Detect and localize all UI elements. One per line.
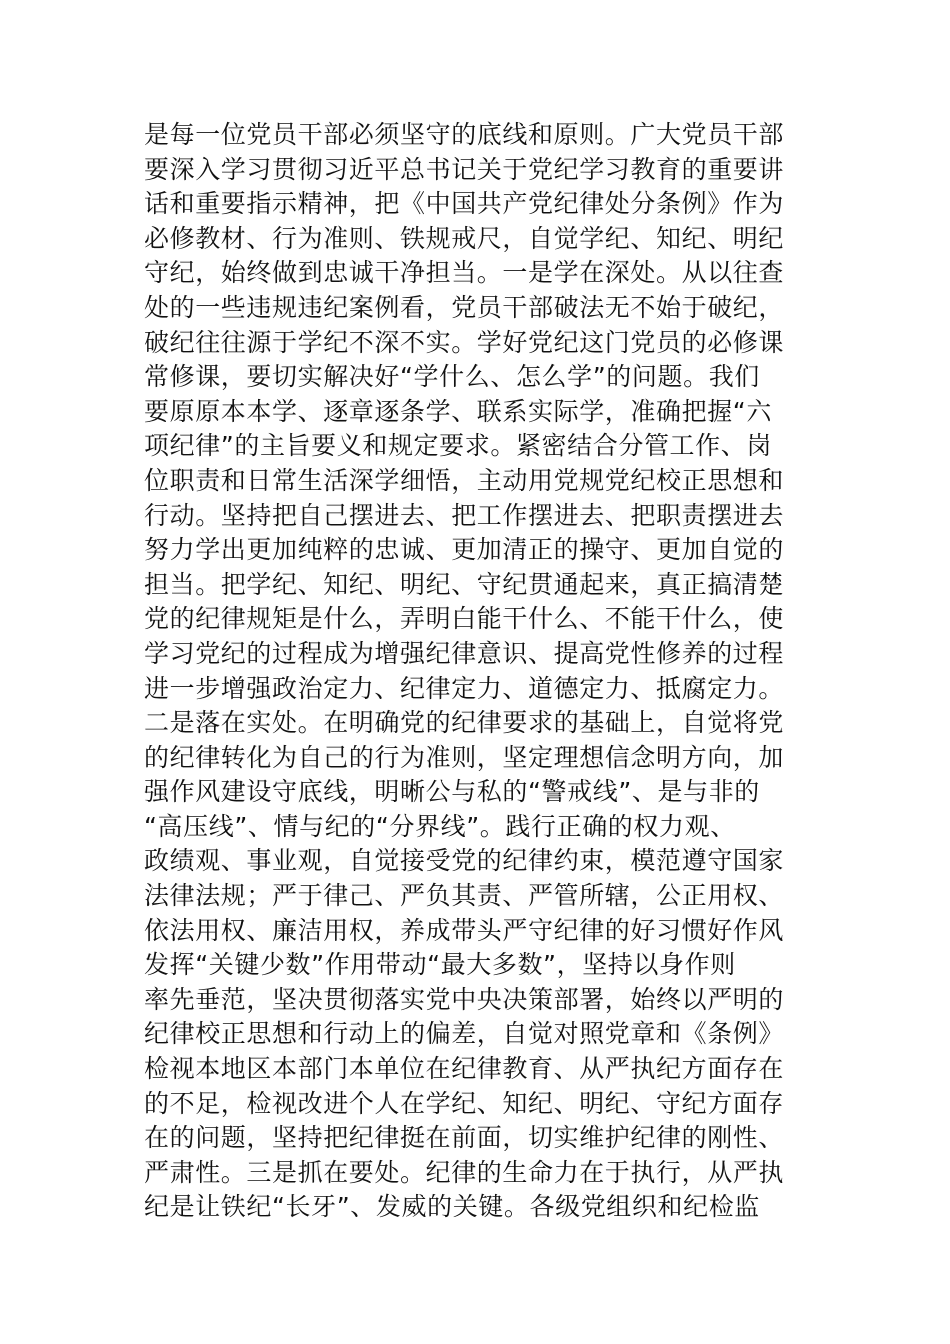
text-line: 要原原本本学、逐章逐条学、联系实际学，准确把握“六 <box>144 396 772 426</box>
text-line: 项纪律”的主旨要义和规定要求。紧密结合分管工作、岗 <box>144 431 772 461</box>
text-line: 法律法规；严于律己、严负其责、严管所辖，公正用权、 <box>144 881 785 911</box>
text-line: 党的纪律规矩是什么，弄明白能干什么、不能干什么，使 <box>144 604 785 634</box>
text-line: 必修教材、行为准则、铁规戒尺，自觉学纪、知纪、明纪 <box>144 223 785 253</box>
text-line: 话和重要指示精神，把《中国共产党纪律处分条例》作为 <box>144 189 785 219</box>
text-line: 二是落在实处。在明确党的纪律要求的基础上，自觉将党 <box>144 708 785 738</box>
text-line: “高压线”、情与纪的“分界线”。践行正确的权力观、 <box>144 811 736 841</box>
text-line: 检视本地区本部门本单位在纪律教育、从严执纪方面存在 <box>144 1054 785 1084</box>
text-line: 是每一位党员干部必须坚守的底线和原则。广大党员干部 <box>144 120 785 149</box>
text-line: 的纪律转化为自己的行为准则，坚定理想信念明方向，加 <box>144 742 785 772</box>
body-text <box>144 118 814 1225</box>
text-line: 纪是让铁纪“长牙”、发威的关键。各级党组织和纪检监 <box>144 1192 760 1222</box>
text-line: 在的问题，坚持把纪律挺在前面，切实维护纪律的刚性、 <box>144 1123 785 1153</box>
text-line: 政绩观、事业观，自觉接受党的纪律约束，模范遵守国家 <box>144 846 785 876</box>
text-line: 依法用权、廉洁用权，养成带头严守纪律的好习惯好作风 <box>144 915 785 945</box>
text-line: 学习党纪的过程成为增强纪律意识、提高党性修养的过程 <box>144 638 785 668</box>
text-line: 严肃性。三是抓在要处。纪律的生命力在于执行，从严执 <box>144 1157 785 1187</box>
text-line: 纪律校正思想和行动上的偏差，自觉对照党章和《条例》 <box>144 1019 785 1049</box>
text-line: 破纪往往源于学纪不深不实。学好党纪这门党员的必修课 <box>144 327 785 357</box>
text-line: 强作风建设守底线，明晰公与私的“警戒线”、是与非的 <box>144 777 760 807</box>
text-line: 位职责和日常生活深学细悟，主动用党规党纪校正思想和 <box>144 465 785 495</box>
text-line: 守纪，始终做到忠诚干净担当。一是学在深处。从以往查 <box>144 258 785 288</box>
text-line: 常修课，要切实解决好“学什么、怎么学”的问题。我们 <box>144 362 760 392</box>
text-line: 担当。把学纪、知纪、明纪、守纪贯通起来，真正搞清楚 <box>144 569 785 599</box>
text-line: 要深入学习贯彻习近平总书记关于党纪学习教育的重要讲 <box>144 154 785 184</box>
text-line: 的不足，检视改进个人在学纪、知纪、明纪、守纪方面存 <box>144 1088 785 1118</box>
text-line: 率先垂范，坚决贯彻落实党中央决策部署，始终以严明的 <box>144 984 785 1014</box>
text-line: 努力学出更加纯粹的忠诚、更加清正的操守、更加自觉的 <box>144 535 785 565</box>
text-line: 处的一些违规违纪案例看，党员干部破法无不始于破纪， <box>144 292 785 322</box>
text-line: 行动。坚持把自己摆进去、把工作摆进去、把职责摆进去 <box>144 500 785 530</box>
text-line: 发挥“关键少数”作用带动“最大多数”，坚持以身作则 <box>144 950 736 980</box>
text-line: 进一步增强政治定力、纪律定力、道德定力、抵腐定力。 <box>144 673 785 703</box>
